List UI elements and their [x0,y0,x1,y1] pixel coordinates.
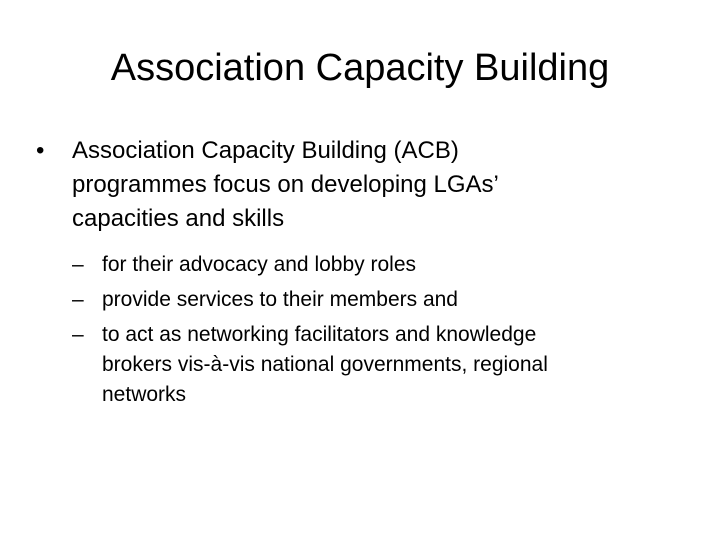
bullet-marker: • [36,137,45,164]
sub-bullet-line: provide services to their members and [102,288,458,311]
sub-bullet-advocacy [72,250,686,280]
sub-bullet-line: networks [102,383,187,406]
dash-marker: – [72,288,84,311]
bullet-line: programmes focus on developing LGAs’ [72,171,499,198]
dash-marker: – [72,253,84,276]
dash-marker: – [72,323,84,346]
slide-title: Association Capacity Building [110,47,610,89]
sub-bullet-line: to act as networking facilitators and knowledge [102,323,537,346]
sub-bullet-list [72,250,686,410]
sub-bullet-services [72,285,686,315]
main-bullet [36,134,686,236]
sub-bullet-line: for their advocacy and lobby roles [102,253,417,276]
sub-bullet-line: brokers vis-à-vis national governments, regional [102,353,548,376]
bullet-line: Association Capacity Building (ACB) [72,137,459,164]
bullet-line: capacities and skills [72,205,285,232]
sub-bullet-networking [72,320,686,410]
slide-body [36,134,686,415]
